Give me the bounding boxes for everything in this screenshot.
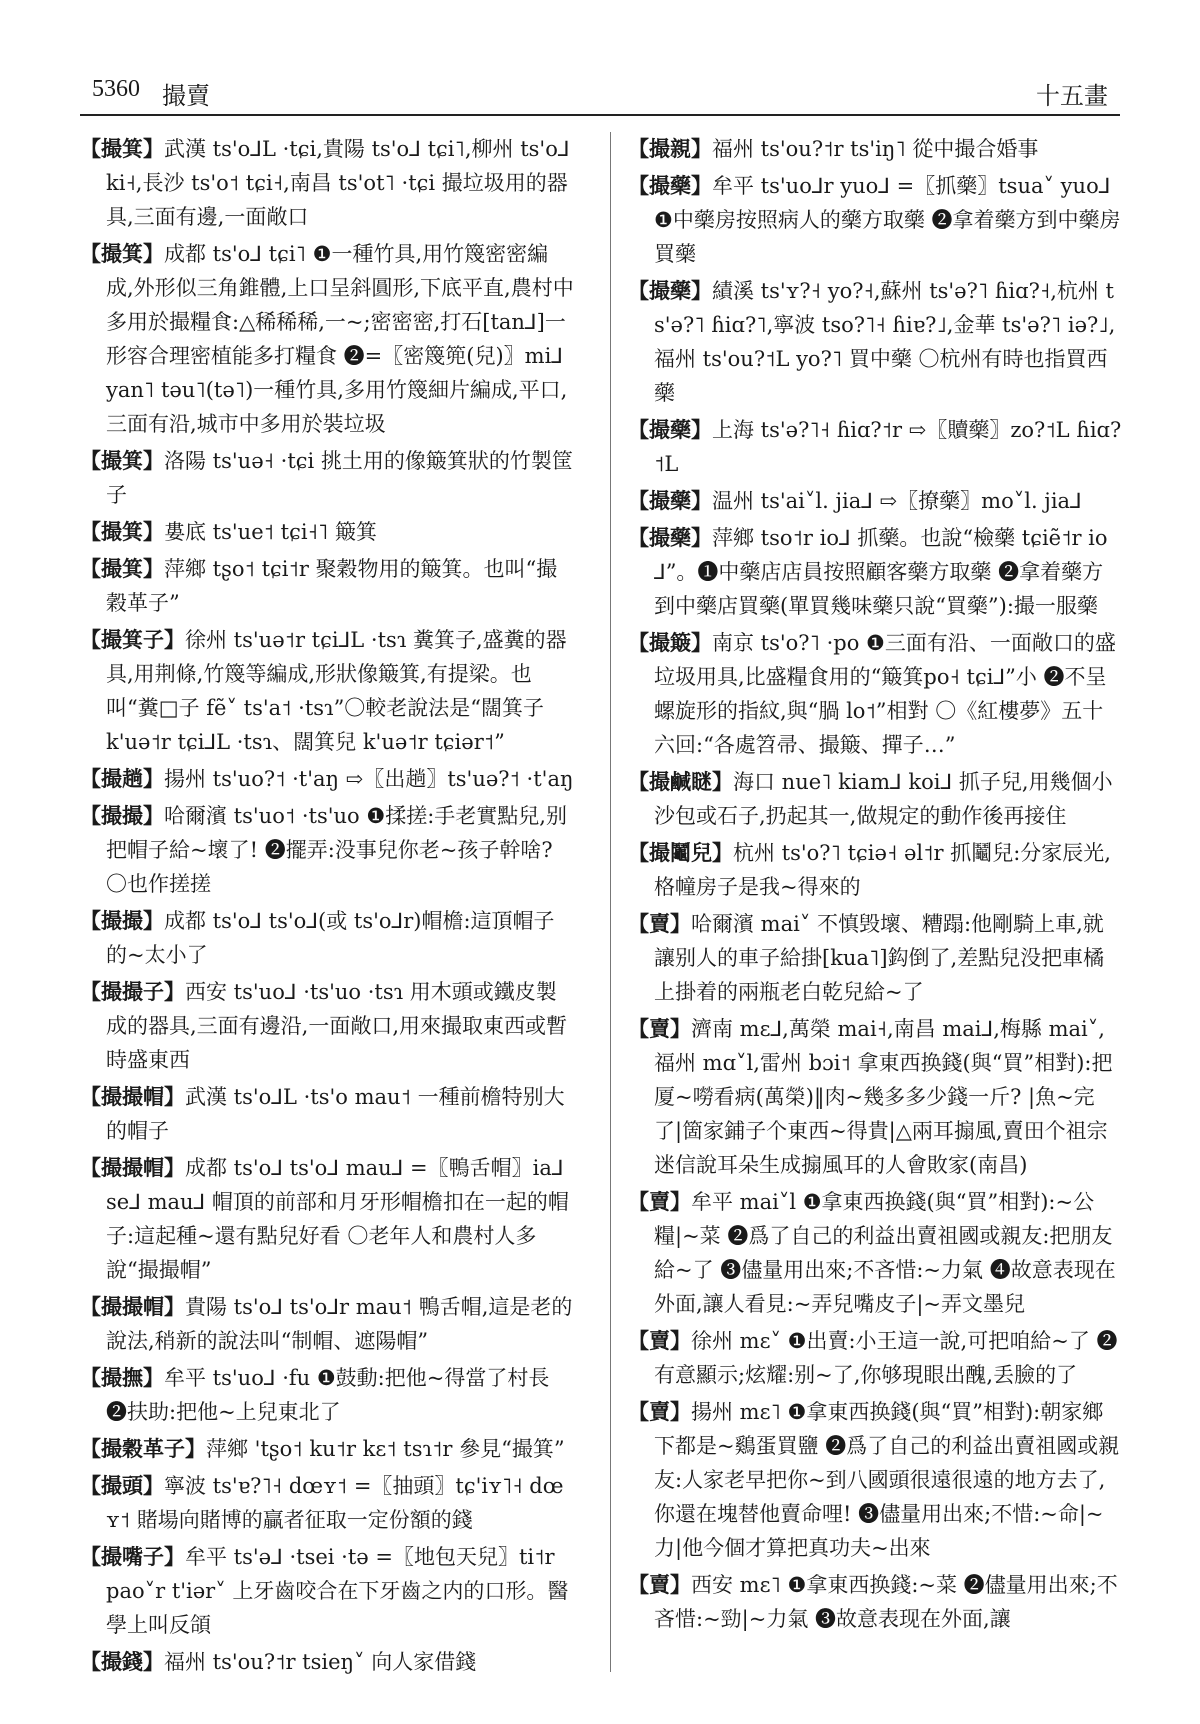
dictionary-entry: [80, 904, 574, 972]
entry-definition: 海口 nue˥ kiam⅃ koi⅃ 抓子兒,用幾個小沙包或石子,扔起其一,做規定的動作後再接住: [654, 770, 1113, 828]
dictionary-entry: [628, 626, 1122, 762]
dictionary-entry: [628, 765, 1122, 833]
right-column: [628, 132, 1122, 1639]
entry-definition: 上海 ts'ə?˥˧ ɦiɑ?˦r ⇨〖贖藥〗zo?˦L ɦiɑ?˦L: [654, 418, 1122, 476]
entry-headword: 【撮趟】: [80, 766, 164, 791]
entry-definition: 牟平 ts'uo⅃ ·fu ❶鼓動:把他~得當了村長 ❷扶助:把他~上兒東北了: [106, 1366, 550, 1424]
entry-headword: 【撮嘴子】: [80, 1544, 185, 1569]
entry-definition: 牟平 mai˅l ❶拿東西换錢(與“買”相對):~公糧|~菜 ❷爲了自己的利益出賣祖國或親友:把朋友給~了 ❸儘量用出來;不吝惜:~力氣 ❹故意表现在外面,讓人看見:~弄兒嘴皮子|~弄文墨兒: [654, 1190, 1116, 1316]
entry-definition: 洛陽 ts'uə˧ ·tɕi 挑土用的像簸箕狀的竹製筐子: [106, 449, 573, 507]
entry-definition: 徐州 ts'uə˦r tɕi⅃L ·tsɿ 糞箕子,盛糞的器具,用荆條,竹篾等編成,形狀像簸箕,有提梁。也叫“糞□子 fẽ˅ ts'a˦ ·tsɿ”〇較老說法是“闊箕子k'uə˦r tɕi⅃L ·tsɿ、闊箕兒 k'uə˦r tɕiər˦”: [106, 628, 567, 754]
entry-headword: 【撮箕】: [80, 519, 164, 544]
dictionary-entry: [80, 237, 574, 441]
entry-definition: 績溪 ts'ʏ?˧ yo?˧,蘇州 ts'ə?˥ ɦiɑ?˧,杭州 ts'ə?˥ ɦiɑ?˥,寧波 tso?˥˧ ɦiɐ?˩,金華 ts'ə?˥ iə?˩,福州 ts'ou?˦L yo?˥ 買中藥 〇杭州有時也指買西藥: [654, 279, 1116, 405]
dictionary-entry: [80, 1432, 574, 1466]
running-head-title: 撮賣: [162, 82, 210, 110]
entry-headword: 【撮撮帽】: [80, 1294, 185, 1319]
entry-headword: 【賣】: [628, 911, 691, 936]
entry-headword: 【撮鬮兒】: [628, 840, 733, 865]
dictionary-entry: [80, 515, 574, 549]
entry-definition: 濟南 mɛ⅃,萬榮 mai˧,南昌 mai⅃,梅縣 mai˅,福州 mɑ˅l,雷州 bɔi˦ 拿東西换錢(與“買”相對):把厦~嘮看病(萬榮)‖肉~幾多多少錢一斤? |魚~完了|箇家鋪子个東西~得貴|△兩耳搧風,賣田个祖宗迷信說耳朵生成搧風耳的人會敗家(南昌): [654, 1017, 1113, 1177]
entry-headword: 【撮鹹瞇】: [628, 769, 733, 794]
entry-headword: 【撮藥】: [628, 278, 712, 303]
entry-headword: 【撮撮子】: [80, 979, 185, 1004]
dictionary-entry: [628, 274, 1122, 410]
dictionary-entry: [628, 1568, 1122, 1636]
column-divider: [610, 132, 611, 1672]
entry-headword: 【撮箕】: [80, 136, 164, 161]
entry-definition: 哈爾濱 ts'uo˦ ·ts'uo ❶揉搓:手老實點兒,别把帽子給~壞了! ❷擺弄:没事兒你老~孩子幹啥? 〇也作搓搓: [106, 804, 567, 896]
dictionary-entry: [80, 1080, 574, 1148]
entry-definition: 貴陽 ts'o⅃ ts'o⅃r mau˦ 鴨舌帽,這是老的說法,稍新的說法叫“制帽、遮陽帽”: [106, 1295, 573, 1353]
entry-definition: 武漢 ts'o⅃L ·ts'o mau˦ 一種前檐特别大的帽子: [106, 1085, 565, 1143]
entry-definition: 婁底 ts'ue˦ tɕi˧˥ 簸箕: [164, 520, 377, 544]
dictionary-entry: [628, 169, 1122, 271]
entry-headword: 【撮撮帽】: [80, 1084, 185, 1109]
dictionary-entry: [80, 132, 574, 234]
entry-definition: 萍鄉 'tʂo˦ ku˦r kɛ˦ tsɿ˦r 參見“撮箕”: [206, 1437, 565, 1461]
entry-headword: 【撮撮】: [80, 908, 164, 933]
entry-headword: 【賣】: [628, 1399, 691, 1424]
entry-headword: 【撮頭】: [80, 1473, 164, 1498]
dictionary-entry: [628, 836, 1122, 904]
dictionary-entry: [80, 444, 574, 512]
dictionary-entry: [628, 413, 1122, 481]
entry-definition: 西安 mɛ˥ ❶拿東西换錢:~菜 ❷儘量用出來;不吝惜:~勁|~力氣 ❸故意表现在外面,讓: [654, 1573, 1118, 1631]
dictionary-entry: [628, 1012, 1122, 1182]
left-column: [80, 132, 574, 1682]
dictionary-entry: [80, 1469, 574, 1537]
entry-definition: 徐州 mɛ˅ ❶出賣:小王這一說,可把咱給~了 ❷有意顯示;炫耀:别~了,你够現眼出醜,丢臉的了: [654, 1329, 1118, 1387]
dictionary-entry: [628, 484, 1122, 518]
dictionary-entry: [628, 907, 1122, 1009]
entry-headword: 【撮箕】: [80, 556, 164, 581]
dictionary-entry: [80, 975, 574, 1077]
page-number: 5360: [92, 76, 140, 102]
entry-headword: 【撮箕子】: [80, 627, 185, 652]
entry-headword: 【賣】: [628, 1189, 691, 1214]
entry-definition: 成都 ts'o⅃ ts'o⅃ mau⅃ =〖鴨舌帽〗ia⅃ se⅃ mau⅃ 帽頂的前部和月牙形帽檐扣在一起的帽子:這起種~還有點兒好看 〇老年人和農村人多說“撮撮帽”: [106, 1156, 569, 1282]
entry-definition: 寧波 ts'ɐ?˥˧ dœʏ˦ =〖抽頭〗tɕ'iʏ˥˧ dœʏ˦ 賭場向賭博的贏者征取一定份額的錢: [106, 1474, 564, 1532]
entry-definition: 牟平 ts'ə⅃ ·tsei ·tə =〖地包天兒〗ti˦r pao˅r t'iər˅ 上牙齒咬合在下牙齒之内的口形。醫學上叫反頜: [106, 1545, 569, 1637]
entry-headword: 【賣】: [628, 1572, 691, 1597]
entry-headword: 【撮親】: [628, 136, 712, 161]
dictionary-entry: [80, 552, 574, 620]
dictionary-entry: [628, 132, 1122, 166]
entry-headword: 【撮藥】: [628, 488, 712, 513]
entry-headword: 【撮錢】: [80, 1649, 164, 1674]
dictionary-entry: [80, 762, 574, 796]
entry-headword: 【撮撫】: [80, 1365, 164, 1390]
entry-definition: 揚州 ts'uo?˦ ·t'aŋ ⇨〖出趟〗ts'uə?˦ ·t'aŋ: [164, 767, 574, 791]
page-header: [80, 70, 1120, 116]
entry-headword: 【撮箕】: [80, 448, 164, 473]
stroke-count-label: 十五畫: [1036, 82, 1108, 110]
entry-definition: 成都 ts'o⅃ ts'o⅃(或 ts'o⅃r)帽檐:這頂帽子的~太小了: [106, 909, 555, 967]
dictionary-entry: [80, 799, 574, 901]
entry-definition: 福州 ts'ou?˦r ts'iŋ˥ 從中撮合婚事: [712, 137, 1039, 161]
dictionary-entry: [628, 1324, 1122, 1392]
dictionary-entry: [80, 1540, 574, 1642]
entry-definition: 西安 ts'uo⅃ ·ts'uo ·tsɿ 用木頭或鐵皮製成的器具,三面有邊沿,一面敞口,用來撮取東西或暫時盛東西: [106, 980, 568, 1072]
entry-headword: 【撮簸】: [628, 630, 712, 655]
dictionary-entry: [80, 1151, 574, 1287]
entry-definition: 武漢 ts'o⅃L ·tɕi,貴陽 ts'o⅃ tɕi˥,柳州 ts'o⅃ ki˧,長沙 ts'o˦ tɕi˧,南昌 ts'ot˥ ·tɕi 撮垃圾用的器具,三面有邊,一面敞口: [106, 137, 570, 229]
entry-headword: 【撮撮帽】: [80, 1155, 185, 1180]
entry-headword: 【撮撮】: [80, 803, 164, 828]
entry-definition: 福州 ts'ou?˦r tsieŋ˅ 向人家借錢: [164, 1650, 477, 1674]
entry-headword: 【賣】: [628, 1016, 691, 1041]
entry-headword: 【撮藥】: [628, 173, 712, 198]
dictionary-entry: [80, 1290, 574, 1358]
dictionary-entry: [80, 1361, 574, 1429]
dictionary-entry: [628, 521, 1122, 623]
dictionary-entry: [628, 1185, 1122, 1321]
entry-definition: 萍鄉 tso˦r io⅃ 抓藥。也說“檢藥 tɕiẽ˦r io⅃”。❶中藥店店員按照顧客藥方取藥 ❷拿着藥方到中藥店買藥(單買幾味藥只說“買藥”):撮一服藥: [654, 526, 1108, 618]
dictionary-entry: [80, 623, 574, 759]
entry-headword: 【撮藥】: [628, 525, 712, 550]
entry-definition: 萍鄉 tʂo˦ tɕi˦r 聚穀物用的簸箕。也叫“撮穀革子”: [106, 557, 558, 615]
entry-definition: 杭州 ts'o?˥ tɕiə˧ əl˦r 抓鬮兒:分家辰光,格幢房子是我~得來的: [654, 841, 1111, 899]
entry-headword: 【撮藥】: [628, 417, 712, 442]
entry-definition: 温州 ts'ai˅l. jia⅃ ⇨〖撩藥〗mo˅l. jia⅃: [712, 489, 1082, 513]
entry-headword: 【撮箕】: [80, 241, 164, 266]
entry-definition: 成都 ts'o⅃ tɕi˥ ❶一種竹具,用竹篾密密編成,外形似三角錐體,上口呈斜圓形,下底平直,農村中多用於撮糧食:△稀稀稀,一~;密密密,打石[tan⅃]一形容合理密植能多打糧食 ❷=〖密篾篼(兒)〗mi⅃ yan˥ təu˥(tə˥)一種竹具,多用竹篾細片編成,平口,三面有沿,城市中多用於裝垃圾: [106, 242, 574, 436]
entry-headword: 【撮穀革子】: [80, 1436, 206, 1461]
entry-definition: 南京 ts'o?˥ ·po ❶三面有沿、一面敞口的盛垃圾用具,比盛糧食用的“簸箕po˧ tɕi⅃”小 ❷不呈螺旋形的指紋,與“腡 lo˦”相對 〇《紅樓夢》五十六回:“各處笤帚、撮簸、撣子…”: [654, 631, 1116, 757]
dictionary-entry: [80, 1645, 574, 1679]
entry-headword: 【賣】: [628, 1328, 691, 1353]
dictionary-entry: [628, 1395, 1122, 1565]
entry-definition: 揚州 mɛ˥ ❶拿東西换錢(與“買”相對):朝家鄉下都是~鷄蛋買鹽 ❷爲了自己的利益出賣祖國或親友:人家老早把你~到八國頭很遠很遠的地方去了,你還在塊替他賣命哩! ❸儘量用出來;不惜:~命|~力|他今個才算把真功夫~出來: [654, 1400, 1120, 1560]
entry-definition: 牟平 ts'uo⅃r yuo⅃ =〖抓藥〗tsua˅ yuo⅃ ❶中藥房按照病人的藥方取藥 ❷拿着藥方到中藥房買藥: [654, 174, 1121, 266]
entry-definition: 哈爾濱 mai˅ 不慎毁壞、糟蹋:他剛騎上車,就讓别人的車子給掛[kua˥]鈎倒了,差點兒没把車橘上掛着的兩瓶老白乾兒給~了: [654, 912, 1105, 1004]
